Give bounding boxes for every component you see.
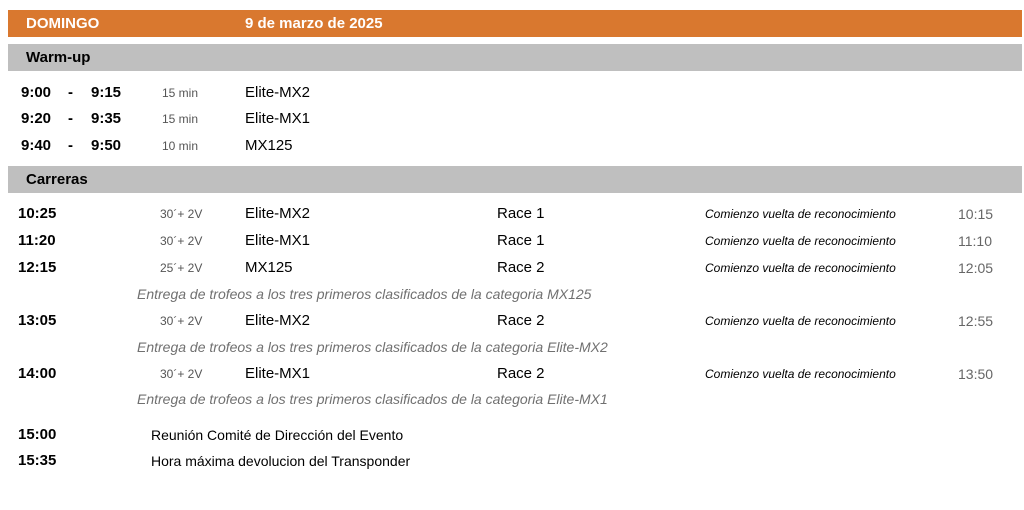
day-label: DOMINGO <box>26 15 100 32</box>
recon-time: 12:05 <box>958 260 994 276</box>
race-duration: 25´+ 2V <box>160 261 203 275</box>
race-duration: 30´+ 2V <box>160 314 203 328</box>
recon-note: Comienzo vuelta de reconocimiento <box>705 314 896 328</box>
race-row <box>0 257 1024 279</box>
race-duration: 30´+ 2V <box>160 207 203 221</box>
warmup-row <box>0 135 1024 157</box>
warmup-duration: 10 min <box>162 139 199 153</box>
race-number: Race 1 <box>497 205 545 222</box>
warmup-start: 9:00 <box>21 84 52 101</box>
event-text: Reunión Comité de Dirección del Evento <box>151 427 404 443</box>
date-label: 9 de marzo de 2025 <box>245 15 383 32</box>
warmup-category: MX125 <box>245 137 293 154</box>
race-time: 11:20 <box>18 232 56 249</box>
recon-time: 13:50 <box>958 366 994 382</box>
warmup-row <box>0 108 1024 130</box>
warmup-start: 9:40 <box>21 137 52 154</box>
warmup-end: 9:50 <box>91 137 122 154</box>
trophy-note: Entrega de trofeos a los tres primeros clasificados de la categoria Elite-MX2 <box>137 339 608 355</box>
warmup-start: 9:20 <box>21 110 52 127</box>
race-time: 12:15 <box>18 259 57 276</box>
race-category: Elite-MX1 <box>245 365 311 382</box>
race-row <box>0 203 1024 225</box>
race-number: Race 2 <box>497 365 545 382</box>
race-number: Race 2 <box>497 312 545 329</box>
race-time: 10:25 <box>18 205 57 222</box>
race-row <box>0 363 1024 385</box>
warmup-duration: 15 min <box>162 112 199 126</box>
day-header-bar <box>8 10 1022 37</box>
race-duration: 30´+ 2V <box>160 367 203 381</box>
warmup-separator: - <box>68 137 73 154</box>
recon-note: Comienzo vuelta de reconocimiento <box>705 261 896 275</box>
race-category: MX125 <box>245 259 293 276</box>
recon-note: Comienzo vuelta de reconocimiento <box>705 367 896 381</box>
warmup-end: 9:35 <box>91 110 122 127</box>
warmup-category: Elite-MX2 <box>245 84 311 101</box>
recon-time: 11:10 <box>958 233 992 249</box>
warmup-separator: - <box>68 84 73 101</box>
event-row <box>0 450 1024 472</box>
trophy-note: Entrega de trofeos a los tres primeros clasificados de la categoria MX125 <box>137 286 592 302</box>
warmup-end: 9:15 <box>91 84 122 101</box>
race-number: Race 2 <box>497 259 545 276</box>
warmup-category: Elite-MX1 <box>245 110 311 127</box>
races-title: Carreras <box>26 171 88 188</box>
races-section-header <box>8 166 1022 193</box>
event-time: 15:00 <box>18 426 57 443</box>
race-duration: 30´+ 2V <box>160 234 203 248</box>
warmup-title: Warm-up <box>26 49 91 66</box>
recon-time: 12:55 <box>958 313 994 329</box>
race-category: Elite-MX1 <box>245 232 311 249</box>
race-number: Race 1 <box>497 232 545 249</box>
race-category: Elite-MX2 <box>245 205 311 222</box>
event-text: Hora máxima devolucion del Transponder <box>151 453 411 469</box>
warmup-row <box>0 82 1024 104</box>
event-row <box>0 424 1024 446</box>
race-time: 14:00 <box>18 365 57 382</box>
recon-time: 10:15 <box>958 206 994 222</box>
warmup-section-header <box>8 44 1022 71</box>
race-time: 13:05 <box>18 312 57 329</box>
race-row <box>0 310 1024 332</box>
trophy-note: Entrega de trofeos a los tres primeros clasificados de la categoria Elite-MX1 <box>137 391 608 407</box>
warmup-duration: 15 min <box>162 86 199 100</box>
race-row <box>0 230 1024 252</box>
event-time: 15:35 <box>18 452 57 469</box>
recon-note: Comienzo vuelta de reconocimiento <box>705 207 896 221</box>
race-category: Elite-MX2 <box>245 312 311 329</box>
recon-note: Comienzo vuelta de reconocimiento <box>705 234 896 248</box>
warmup-separator: - <box>68 110 73 127</box>
